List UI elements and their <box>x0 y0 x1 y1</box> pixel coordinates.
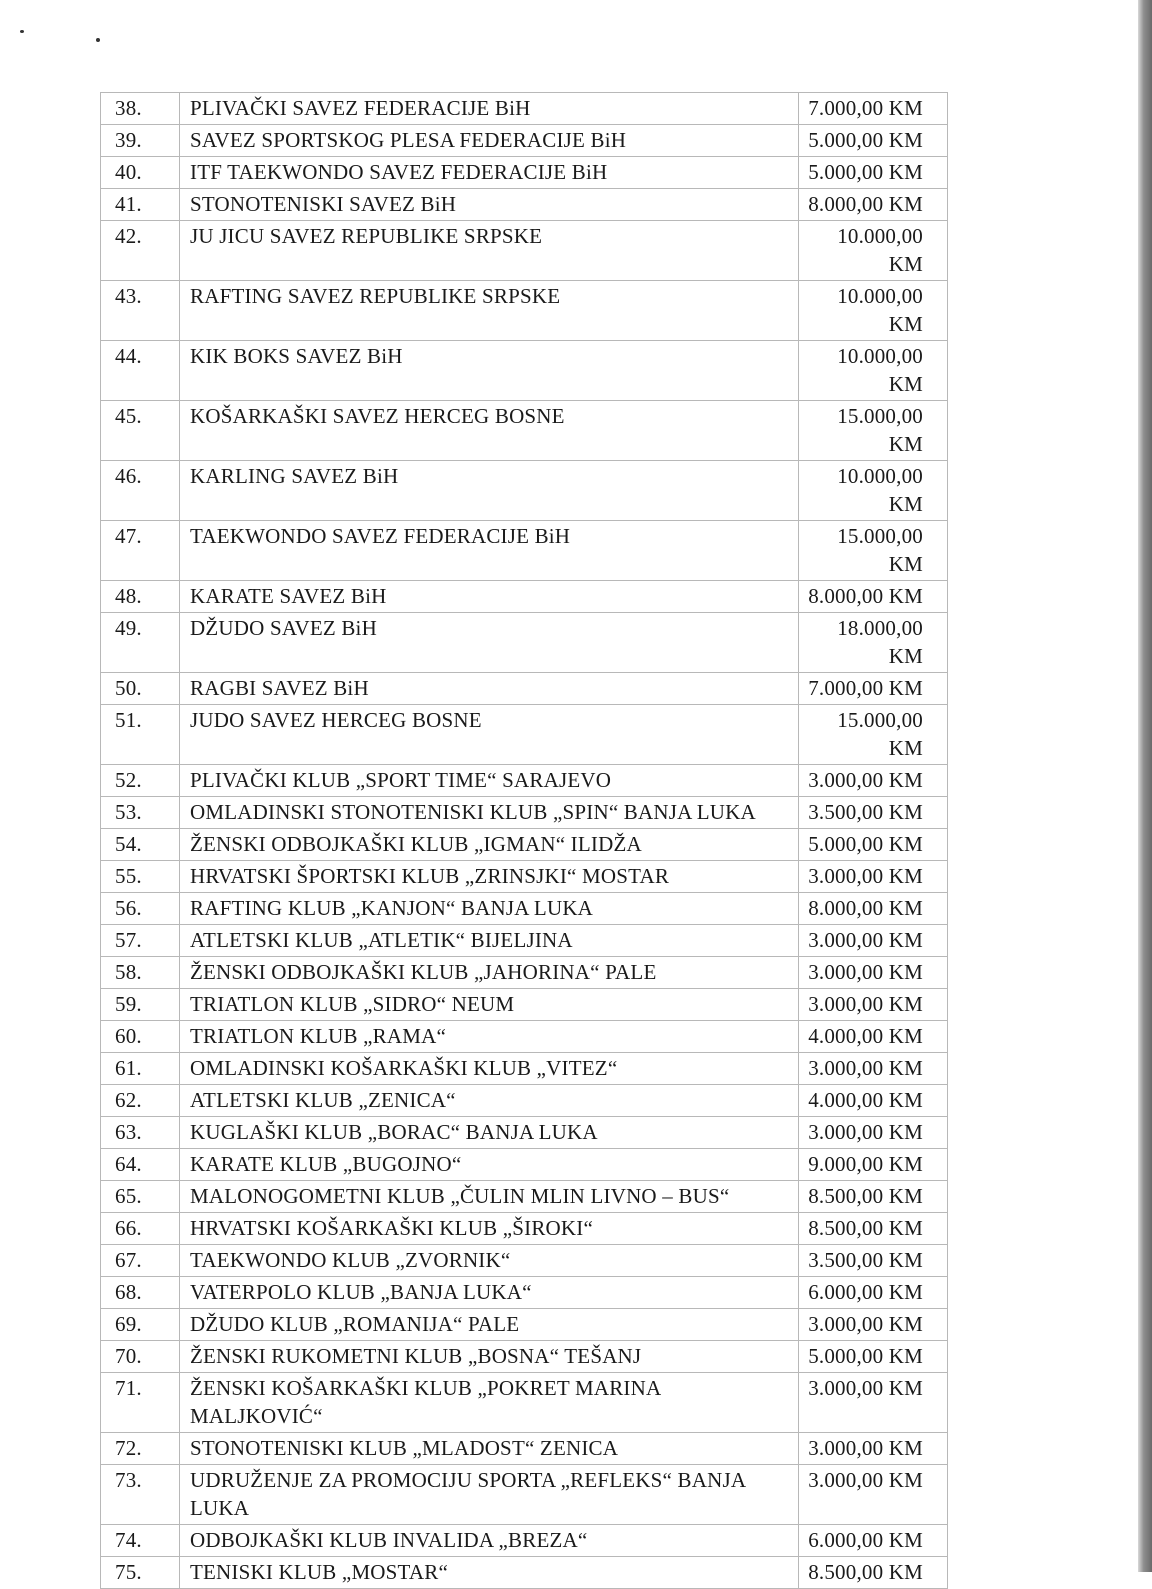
allocation-table-body <box>101 93 948 1589</box>
table-row <box>101 281 948 341</box>
row-number: 74. <box>101 1525 180 1557</box>
table-row <box>101 1373 948 1433</box>
table-row <box>101 1117 948 1149</box>
row-number: 38. <box>101 93 180 125</box>
table-row <box>101 93 948 125</box>
row-number: 59. <box>101 989 180 1021</box>
recipient-name: RAGBI SAVEZ BiH <box>180 673 799 705</box>
recipient-name: DŽUDO KLUB „ROMANIJA“ PALE <box>180 1309 799 1341</box>
row-number: 40. <box>101 157 180 189</box>
table-row <box>101 1309 948 1341</box>
row-number: 52. <box>101 765 180 797</box>
recipient-name: ATLETSKI KLUB „ATLETIK“ BIJELJINA <box>180 925 799 957</box>
table-row <box>101 1465 948 1525</box>
table-row <box>101 461 948 521</box>
table-row <box>101 613 948 673</box>
table-row <box>101 1525 948 1557</box>
recipient-name: ODBOJKAŠKI KLUB INVALIDA „BREZA“ <box>180 1525 799 1557</box>
table-row <box>101 1277 948 1309</box>
row-number: 47. <box>101 521 180 581</box>
recipient-name: PLIVAČKI KLUB „SPORT TIME“ SARAJEVO <box>180 765 799 797</box>
table-row <box>101 1557 948 1589</box>
amount: 15.000,00 KM <box>799 705 948 765</box>
amount: 8.000,00 KM <box>799 581 948 613</box>
amount: 5.000,00 KM <box>799 1341 948 1373</box>
amount: 6.000,00 KM <box>799 1525 948 1557</box>
row-number: 57. <box>101 925 180 957</box>
amount: 3.500,00 KM <box>799 1245 948 1277</box>
row-number: 64. <box>101 1149 180 1181</box>
recipient-name: KARLING SAVEZ BiH <box>180 461 799 521</box>
row-number: 50. <box>101 673 180 705</box>
recipient-name: TRIATLON KLUB „SIDRO“ NEUM <box>180 989 799 1021</box>
amount: 15.000,00 KM <box>799 401 948 461</box>
row-number: 66. <box>101 1213 180 1245</box>
row-number: 54. <box>101 829 180 861</box>
allocation-table <box>100 92 948 1589</box>
recipient-name: DŽUDO SAVEZ BiH <box>180 613 799 673</box>
amount: 3.000,00 KM <box>799 1117 948 1149</box>
row-number: 53. <box>101 797 180 829</box>
amount: 8.000,00 KM <box>799 893 948 925</box>
amount: 8.500,00 KM <box>799 1557 948 1589</box>
row-number: 72. <box>101 1433 180 1465</box>
row-number: 75. <box>101 1557 180 1589</box>
table-row <box>101 1053 948 1085</box>
amount: 8.500,00 KM <box>799 1181 948 1213</box>
row-number: 70. <box>101 1341 180 1373</box>
recipient-name: JUDO SAVEZ HERCEG BOSNE <box>180 705 799 765</box>
recipient-name: SAVEZ SPORTSKOG PLESA FEDERACIJE BiH <box>180 125 799 157</box>
recipient-name: KIK BOKS SAVEZ BiH <box>180 341 799 401</box>
recipient-name: TRIATLON KLUB „RAMA“ <box>180 1021 799 1053</box>
recipient-name: TAEKWONDO KLUB „ZVORNIK“ <box>180 1245 799 1277</box>
recipient-name: STONOTENISKI KLUB „MLADOST“ ZENICA <box>180 1433 799 1465</box>
recipient-name: KOŠARKAŠKI SAVEZ HERCEG BOSNE <box>180 401 799 461</box>
recipient-name: ŽENSKI RUKOMETNI KLUB „BOSNA“ TEŠANJ <box>180 1341 799 1373</box>
amount: 5.000,00 KM <box>799 157 948 189</box>
amount: 3.000,00 KM <box>799 1373 948 1433</box>
scan-page-edge <box>1138 0 1152 1572</box>
table-row <box>101 1213 948 1245</box>
row-number: 44. <box>101 341 180 401</box>
recipient-name: PLIVAČKI SAVEZ FEDERACIJE BiH <box>180 93 799 125</box>
amount: 5.000,00 KM <box>799 829 948 861</box>
recipient-name: RAFTING SAVEZ REPUBLIKE SRPSKE <box>180 281 799 341</box>
table-row <box>101 957 948 989</box>
table-row <box>101 1433 948 1465</box>
row-number: 43. <box>101 281 180 341</box>
recipient-name: OMLADINSKI STONOTENISKI KLUB „SPIN“ BANJA LUKA <box>180 797 799 829</box>
amount: 8.500,00 KM <box>799 1213 948 1245</box>
table-row <box>101 1085 948 1117</box>
amount: 3.000,00 KM <box>799 925 948 957</box>
row-number: 39. <box>101 125 180 157</box>
table-row <box>101 189 948 221</box>
row-number: 73. <box>101 1465 180 1525</box>
row-number: 48. <box>101 581 180 613</box>
recipient-name: JU JICU SAVEZ REPUBLIKE SRPSKE <box>180 221 799 281</box>
recipient-name: UDRUŽENJE ZA PROMOCIJU SPORTA „REFLEKS“ BANJA LUKA <box>180 1465 799 1525</box>
row-number: 69. <box>101 1309 180 1341</box>
row-number: 67. <box>101 1245 180 1277</box>
table-row <box>101 673 948 705</box>
row-number: 46. <box>101 461 180 521</box>
table-row <box>101 1021 948 1053</box>
amount: 3.000,00 KM <box>799 765 948 797</box>
amount: 7.000,00 KM <box>799 93 948 125</box>
table-row <box>101 581 948 613</box>
table-row <box>101 521 948 581</box>
amount: 3.000,00 KM <box>799 989 948 1021</box>
row-number: 60. <box>101 1021 180 1053</box>
amount: 5.000,00 KM <box>799 125 948 157</box>
recipient-name: TENISKI KLUB „MOSTAR“ <box>180 1557 799 1589</box>
table-row <box>101 893 948 925</box>
recipient-name: STONOTENISKI SAVEZ BiH <box>180 189 799 221</box>
recipient-name: ŽENSKI KOŠARKAŠKI KLUB „POKRET MARINA MALJKOVIĆ“ <box>180 1373 799 1433</box>
table-row <box>101 401 948 461</box>
row-number: 51. <box>101 705 180 765</box>
row-number: 71. <box>101 1373 180 1433</box>
row-number: 58. <box>101 957 180 989</box>
amount: 3.000,00 KM <box>799 1053 948 1085</box>
recipient-name: KUGLAŠKI KLUB „BORAC“ BANJA LUKA <box>180 1117 799 1149</box>
amount: 3.000,00 KM <box>799 861 948 893</box>
amount: 10.000,00 KM <box>799 281 948 341</box>
table-row <box>101 925 948 957</box>
row-number: 41. <box>101 189 180 221</box>
table-row <box>101 797 948 829</box>
recipient-name: ATLETSKI KLUB „ZENICA“ <box>180 1085 799 1117</box>
amount: 3.000,00 KM <box>799 957 948 989</box>
amount: 3.500,00 KM <box>799 797 948 829</box>
amount: 10.000,00 KM <box>799 221 948 281</box>
amount: 9.000,00 KM <box>799 1149 948 1181</box>
scan-speck <box>96 38 100 42</box>
amount: 10.000,00 KM <box>799 461 948 521</box>
row-number: 62. <box>101 1085 180 1117</box>
amount: 3.000,00 KM <box>799 1433 948 1465</box>
row-number: 56. <box>101 893 180 925</box>
row-number: 63. <box>101 1117 180 1149</box>
amount: 8.000,00 KM <box>799 189 948 221</box>
row-number: 42. <box>101 221 180 281</box>
table-row <box>101 221 948 281</box>
scan-speck <box>20 30 24 33</box>
recipient-name: OMLADINSKI KOŠARKAŠKI KLUB „VITEZ“ <box>180 1053 799 1085</box>
row-number: 65. <box>101 1181 180 1213</box>
recipient-name: HRVATSKI ŠPORTSKI KLUB „ZRINSJKI“ MOSTAR <box>180 861 799 893</box>
row-number: 45. <box>101 401 180 461</box>
table-row <box>101 1181 948 1213</box>
table-row <box>101 829 948 861</box>
recipient-name: VATERPOLO KLUB „BANJA LUKA“ <box>180 1277 799 1309</box>
amount: 7.000,00 KM <box>799 673 948 705</box>
amount: 3.000,00 KM <box>799 1309 948 1341</box>
recipient-name: KARATE KLUB „BUGOJNO“ <box>180 1149 799 1181</box>
table-row <box>101 1149 948 1181</box>
recipient-name: RAFTING KLUB „KANJON“ BANJA LUKA <box>180 893 799 925</box>
row-number: 55. <box>101 861 180 893</box>
table-row <box>101 157 948 189</box>
row-number: 68. <box>101 1277 180 1309</box>
amount: 3.000,00 KM <box>799 1465 948 1525</box>
recipient-name: ITF TAEKWONDO SAVEZ FEDERACIJE BiH <box>180 157 799 189</box>
row-number: 61. <box>101 1053 180 1085</box>
recipient-name: ŽENSKI ODBOJKAŠKI KLUB „IGMAN“ ILIDŽA <box>180 829 799 861</box>
recipient-name: ŽENSKI ODBOJKAŠKI KLUB „JAHORINA“ PALE <box>180 957 799 989</box>
amount: 18.000,00 KM <box>799 613 948 673</box>
row-number: 49. <box>101 613 180 673</box>
table-row <box>101 1245 948 1277</box>
amount: 4.000,00 KM <box>799 1085 948 1117</box>
table-row <box>101 341 948 401</box>
table-row <box>101 861 948 893</box>
recipient-name: KARATE SAVEZ BiH <box>180 581 799 613</box>
table-row <box>101 989 948 1021</box>
amount: 10.000,00 KM <box>799 341 948 401</box>
amount: 15.000,00 KM <box>799 521 948 581</box>
table-row <box>101 1341 948 1373</box>
recipient-name: MALONOGOMETNI KLUB „ČULIN MLIN LIVNO – BUS“ <box>180 1181 799 1213</box>
recipient-name: TAEKWONDO SAVEZ FEDERACIJE BiH <box>180 521 799 581</box>
recipient-name: HRVATSKI KOŠARKAŠKI KLUB „ŠIROKI“ <box>180 1213 799 1245</box>
table-row <box>101 765 948 797</box>
table-row <box>101 125 948 157</box>
amount: 4.000,00 KM <box>799 1021 948 1053</box>
table-row <box>101 705 948 765</box>
amount: 6.000,00 KM <box>799 1277 948 1309</box>
